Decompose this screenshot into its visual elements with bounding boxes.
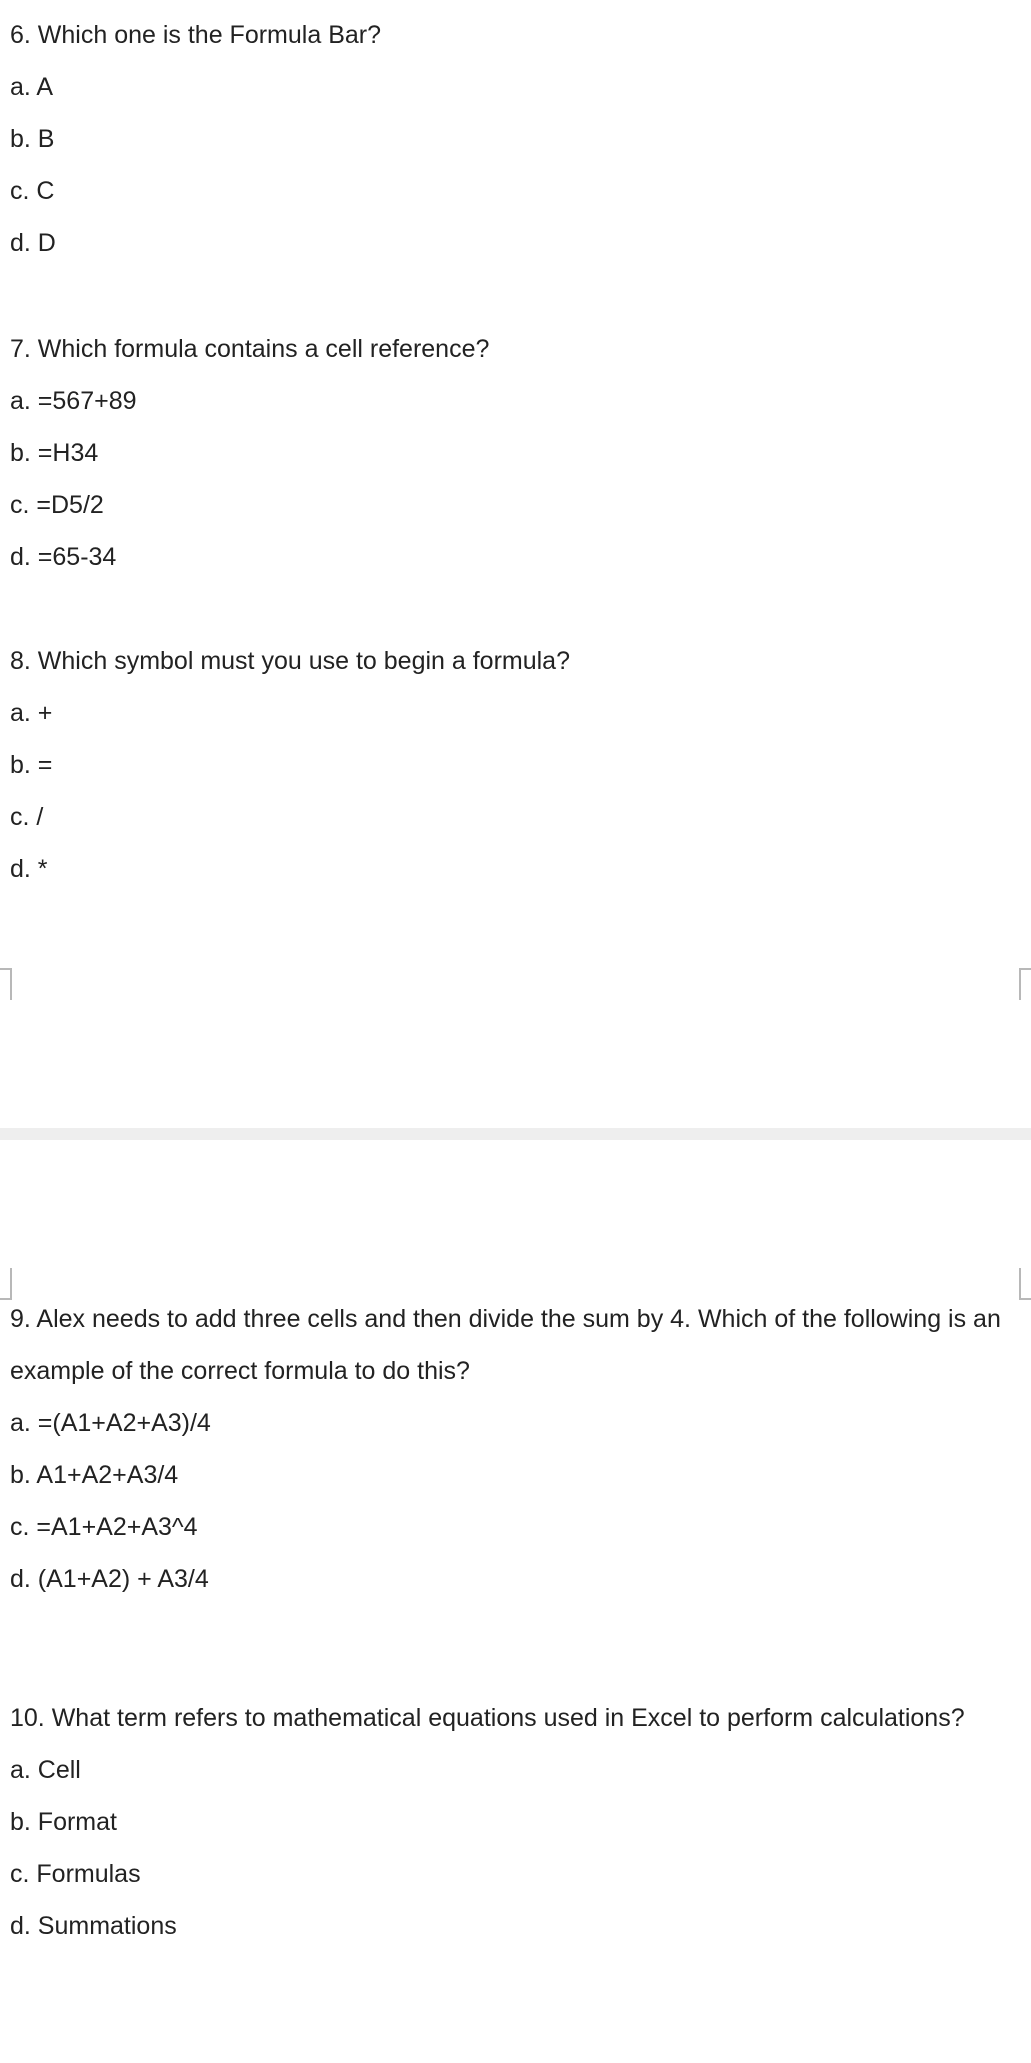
answer-options (10, 384, 1015, 574)
answer-option: c. =D5/2 (10, 491, 104, 519)
question-9 (10, 1302, 1015, 1596)
answer-option: b. = (10, 751, 53, 779)
document-page-2 (0, 1140, 1031, 2063)
answer-option: b. B (10, 125, 55, 153)
page-margin-corner-mark (0, 1268, 12, 1300)
answer-option: d. (A1+A2) + A3/4 (10, 1565, 209, 1593)
answer-options (10, 696, 1015, 886)
answer-option: a. =(A1+A2+A3)/4 (10, 1409, 211, 1437)
question-text: 8. Which symbol must you use to begin a formula? (10, 647, 570, 675)
question-text: 9. Alex needs to add three cells and then divide the sum by 4. Which of the following is an (10, 1305, 1001, 1333)
page-break (0, 1128, 1031, 1140)
question-text-continuation: example of the correct formula to do this? (10, 1357, 470, 1385)
answer-option: d. Summations (10, 1912, 177, 1940)
question-text: 7. Which formula contains a cell reference? (10, 335, 490, 363)
answer-option: a. Cell (10, 1756, 81, 1784)
answer-option: c. / (10, 803, 44, 831)
answer-option: a. A (10, 73, 54, 101)
answer-option: d. * (10, 855, 48, 883)
page-margin-corner-mark (1019, 1268, 1031, 1300)
answer-option: b. =H34 (10, 439, 99, 467)
answer-option: b. Format (10, 1808, 117, 1836)
page-margin-corner-mark (1019, 968, 1031, 1000)
question-10 (10, 1701, 1015, 1943)
page-margin-corner-mark (0, 968, 12, 1000)
question-6 (10, 18, 1015, 260)
answer-option: d. D (10, 229, 56, 257)
answer-option: b. A1+A2+A3/4 (10, 1461, 179, 1489)
answer-options (10, 1753, 1015, 1943)
question-7 (10, 332, 1015, 574)
answer-option: a. + (10, 699, 53, 727)
answer-option: c. =A1+A2+A3^4 (10, 1513, 198, 1541)
answer-option: c. C (10, 177, 55, 205)
answer-option: a. =567+89 (10, 387, 137, 415)
question-text: 10. What term refers to mathematical equations used in Excel to perform calculations? (10, 1704, 965, 1732)
answer-option: c. Formulas (10, 1860, 141, 1888)
answer-option: d. =65-34 (10, 543, 117, 571)
answer-options (10, 70, 1015, 260)
question-text: 6. Which one is the Formula Bar? (10, 21, 381, 49)
answer-options (10, 1406, 1015, 1596)
question-8 (10, 644, 1015, 886)
